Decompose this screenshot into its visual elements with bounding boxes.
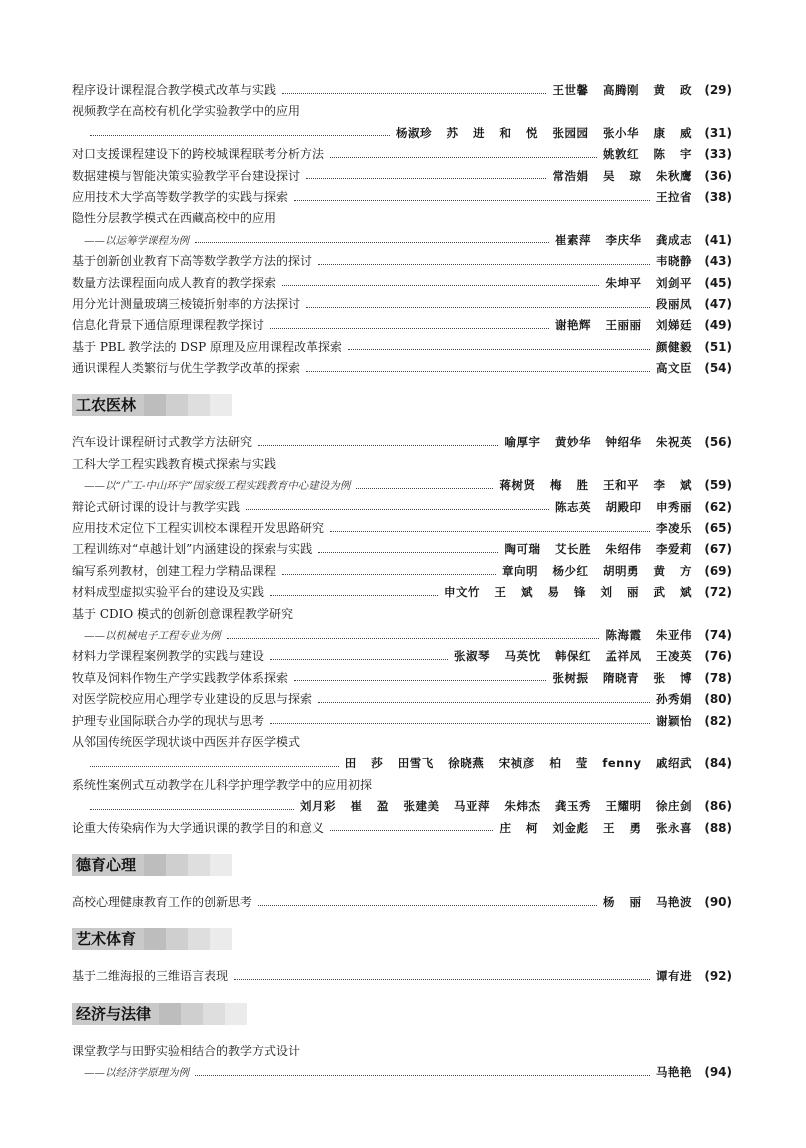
entry-page-number: (54) bbox=[704, 361, 732, 376]
entry-page-number: (59) bbox=[704, 478, 732, 493]
entry-page-number: (74) bbox=[704, 627, 732, 642]
entry-authors: 姚敦红 陈 宇 bbox=[602, 147, 692, 162]
entry-authors: 章向明 杨少红 胡明勇 黄 方 bbox=[501, 563, 692, 578]
toc-entry[interactable] bbox=[72, 497, 732, 518]
entry-title: 工程训练对“卓越计划”内涵建设的探索与实践 bbox=[72, 542, 313, 557]
dot-leader bbox=[306, 306, 650, 308]
entry-line bbox=[72, 432, 732, 453]
entry-page-number: (80) bbox=[704, 692, 732, 707]
entry-title: 基于 CDIO 模式的创新创意课程教学研究 bbox=[72, 606, 294, 621]
entry-line bbox=[72, 625, 732, 646]
dot-leader bbox=[90, 765, 339, 767]
toc-entry[interactable] bbox=[72, 101, 732, 144]
bar-segment bbox=[144, 854, 166, 876]
entry-page-number: (92) bbox=[704, 969, 732, 984]
dot-leader bbox=[195, 241, 549, 243]
dot-leader bbox=[348, 348, 650, 350]
bar-segment bbox=[166, 928, 188, 950]
entry-authors: 田 莎 田雪飞 徐晓燕 宋祯彦 柏 莹 fenny 戚绍武 bbox=[344, 756, 692, 771]
dot-leader bbox=[227, 637, 600, 639]
entry-title: 程序设计课程混合教学模式改革与实践 bbox=[72, 83, 277, 97]
entry-page-number: (33) bbox=[704, 147, 732, 162]
entry-line bbox=[72, 646, 732, 667]
dot-leader bbox=[282, 92, 546, 94]
entry-page-number: (36) bbox=[704, 168, 732, 183]
section-heading bbox=[72, 854, 732, 876]
bar-segment bbox=[166, 394, 188, 416]
entry-line bbox=[72, 475, 732, 496]
entry-line bbox=[72, 101, 732, 122]
toc-entry[interactable] bbox=[72, 315, 732, 336]
toc-entry[interactable] bbox=[72, 432, 732, 453]
entry-page-number: (69) bbox=[704, 563, 732, 578]
entry-title: 应用技术定位下工程实训校本课程开发思路研究 bbox=[72, 521, 325, 536]
entry-title: 用分光计测量玻璃三棱镜折射率的方法探讨 bbox=[72, 296, 301, 311]
bar-segment bbox=[210, 928, 232, 950]
entry-title: 对口支援课程建设下的跨校城课程联考分析方法 bbox=[72, 147, 325, 162]
toc-entry[interactable] bbox=[72, 187, 732, 208]
entry-authors: 陈海霞 朱亚伟 bbox=[605, 627, 692, 642]
entry-page-number: (65) bbox=[704, 521, 732, 536]
bar-segment bbox=[188, 854, 210, 876]
toc-entry[interactable] bbox=[72, 80, 732, 101]
bar-segment bbox=[181, 1003, 203, 1025]
entry-authors: 崔素萍 李庆华 龚成志 bbox=[554, 232, 692, 247]
dot-leader bbox=[306, 370, 650, 372]
entry-page-number: (94) bbox=[704, 1065, 732, 1080]
entry-authors: 王拉省 bbox=[656, 189, 692, 204]
section-heading bbox=[72, 394, 732, 416]
entry-page-number: (76) bbox=[704, 649, 732, 664]
entry-line bbox=[72, 582, 732, 603]
entry-authors: 高文臣 bbox=[656, 361, 692, 376]
toc-entry[interactable] bbox=[72, 454, 732, 497]
entry-line bbox=[72, 315, 732, 336]
toc-entry[interactable] bbox=[72, 818, 732, 839]
dot-leader bbox=[306, 177, 546, 179]
toc-entry[interactable] bbox=[72, 604, 732, 647]
entry-page-number: (72) bbox=[704, 585, 732, 600]
dot-leader bbox=[294, 199, 650, 201]
toc-entry[interactable] bbox=[72, 273, 732, 294]
toc-entry[interactable] bbox=[72, 144, 732, 165]
entry-title: 系统性案例式互动教学在儿科学护理学教学中的应用初探 bbox=[72, 777, 373, 792]
entry-authors: 颜健毅 bbox=[656, 339, 692, 354]
dot-leader bbox=[258, 444, 498, 446]
toc-entry[interactable] bbox=[72, 668, 732, 689]
entry-page-number: (82) bbox=[704, 713, 732, 728]
dot-leader bbox=[330, 530, 650, 532]
bar-segment bbox=[159, 1003, 181, 1025]
entry-title: 高校心理健康教育工作的创新思考 bbox=[72, 894, 253, 909]
dot-leader bbox=[294, 679, 546, 681]
entry-title: 论重大传染病作为大学通识课的教学目的和意义 bbox=[72, 820, 325, 835]
dot-leader bbox=[258, 904, 597, 906]
entry-line bbox=[72, 1062, 732, 1083]
entry-page-number: (86) bbox=[704, 799, 732, 814]
entry-line bbox=[72, 711, 732, 732]
toc-entry[interactable] bbox=[72, 582, 732, 603]
entry-page-number: (38) bbox=[704, 189, 732, 204]
toc-entry[interactable] bbox=[72, 732, 732, 775]
entry-line bbox=[72, 892, 732, 913]
entry-authors: 刘月彩 崔 盈 张建美 马亚萍 朱炜杰 龚玉秀 王耀明 徐庄剑 bbox=[299, 799, 692, 814]
entry-authors: 陈志英 胡殿印 申秀丽 bbox=[554, 499, 692, 514]
bar-segment bbox=[203, 1003, 225, 1025]
dot-leader bbox=[246, 508, 549, 510]
entry-line bbox=[72, 230, 732, 251]
entry-title: 汽车设计课程研讨式教学方法研究 bbox=[72, 435, 253, 450]
entry-page-number: (29) bbox=[704, 83, 732, 97]
bar-segment bbox=[144, 394, 166, 416]
entry-authors: 喻厚宇 黄妙华 钟绍华 朱祝英 bbox=[504, 435, 692, 450]
entry-line bbox=[72, 518, 732, 539]
entry-page-number: (78) bbox=[704, 670, 732, 685]
bar-segment bbox=[210, 394, 232, 416]
dot-leader bbox=[356, 487, 493, 489]
entry-authors: 庄 柯 刘金彪 王 勇 张永喜 bbox=[499, 820, 692, 835]
dot-leader bbox=[282, 573, 496, 575]
dot-leader bbox=[90, 134, 390, 136]
dot-leader bbox=[282, 284, 599, 286]
entry-authors: 张淑琴 马英忱 韩保红 孟祥凤 王凌英 bbox=[453, 649, 692, 664]
entry-title: 对医学院校应用心理学专业建设的反思与探索 bbox=[72, 692, 313, 707]
entry-page-number: (62) bbox=[704, 499, 732, 514]
entry-authors: 王世馨 高腾刚 黄 政 bbox=[552, 83, 692, 97]
entry-authors: 陶可瑞 艾长胜 朱绍伟 李爱莉 bbox=[504, 542, 692, 557]
entry-page-number: (51) bbox=[704, 339, 732, 354]
dot-leader bbox=[270, 327, 549, 329]
toc-entry[interactable] bbox=[72, 251, 732, 272]
toc-entry[interactable] bbox=[72, 689, 732, 710]
entry-line bbox=[72, 208, 732, 229]
entry-authors: 谭有进 bbox=[656, 969, 692, 984]
toc-entry[interactable] bbox=[72, 294, 732, 315]
entry-line bbox=[72, 497, 732, 518]
entry-title: 基于 PBL 教学法的 DSP 原理及应用课程改革探索 bbox=[72, 339, 343, 354]
entry-title: 基于创新创业教育下高等数学教学方法的探讨 bbox=[72, 254, 313, 269]
entry-authors: 段丽凤 bbox=[656, 296, 692, 311]
toc-entry[interactable] bbox=[72, 711, 732, 732]
dot-leader bbox=[330, 156, 597, 158]
entry-title: 护理专业国际联合办学的现状与思考 bbox=[72, 713, 265, 728]
entry-title: 牧草及饲料作物生产学实践教学体系探索 bbox=[72, 670, 289, 685]
entry-subtitle: ——以运筹学课程为例 bbox=[84, 234, 189, 247]
entry-authors: 马艳艳 bbox=[656, 1065, 692, 1080]
entry-line bbox=[72, 187, 732, 208]
entry-authors: 蒋树贤 梅 胜 王和平 李 斌 bbox=[499, 478, 692, 493]
entry-line bbox=[72, 80, 732, 101]
entry-line bbox=[72, 337, 732, 358]
entry-line bbox=[72, 251, 732, 272]
entry-authors: 韦晓静 bbox=[656, 254, 692, 269]
entry-line bbox=[72, 166, 732, 187]
entry-line bbox=[72, 966, 732, 987]
entry-title: 通识课程人类繁衍与优生学教学改革的探索 bbox=[72, 361, 301, 376]
dot-leader bbox=[270, 594, 438, 596]
dot-leader bbox=[90, 808, 294, 810]
dot-leader bbox=[195, 1074, 650, 1076]
entry-page-number: (43) bbox=[704, 254, 732, 269]
entry-title: 视频教学在高校有机化学实验教学中的应用 bbox=[72, 104, 301, 119]
dot-leader bbox=[318, 701, 650, 703]
dot-leader bbox=[330, 829, 493, 831]
entry-title: 隐性分层教学模式在西藏高校中的应用 bbox=[72, 211, 277, 226]
entry-title: 数据建模与智能决策实验教学平台建设探讨 bbox=[72, 168, 301, 183]
entry-line bbox=[72, 753, 732, 774]
toc-entry[interactable] bbox=[72, 166, 732, 187]
entry-authors: 杨淑珍 苏 进 和 悦 张园园 张小华 康 威 bbox=[395, 125, 692, 140]
section-gradient-bar bbox=[159, 1003, 247, 1025]
section-gradient-bar bbox=[144, 394, 232, 416]
entry-authors: 杨 丽 马艳波 bbox=[602, 894, 692, 909]
toc-entry[interactable] bbox=[72, 966, 732, 987]
entry-title: 基于二维海报的三维语言表现 bbox=[72, 969, 229, 984]
section-gradient-bar bbox=[144, 928, 232, 950]
toc-entry[interactable] bbox=[72, 775, 732, 818]
entry-line bbox=[72, 668, 732, 689]
section-heading bbox=[72, 1003, 732, 1025]
bar-segment bbox=[210, 854, 232, 876]
entry-page-number: (41) bbox=[704, 232, 732, 247]
entry-title: 应用技术大学高等数学教学的实践与探索 bbox=[72, 189, 289, 204]
entry-subtitle: ——以机械电子工程专业为例 bbox=[84, 629, 221, 642]
dot-leader bbox=[318, 551, 498, 553]
entry-authors: 孙秀娟 bbox=[656, 692, 692, 707]
entry-page-number: (45) bbox=[704, 275, 732, 290]
section-title: 德育心理 bbox=[72, 854, 144, 876]
toc-entry[interactable] bbox=[72, 1041, 732, 1084]
entry-title: 辩论式研讨课的设计与教学实践 bbox=[72, 499, 241, 514]
bar-segment bbox=[144, 928, 166, 950]
toc-entry[interactable] bbox=[72, 337, 732, 358]
entry-authors: 朱坤平 刘剑平 bbox=[605, 275, 692, 290]
entry-line bbox=[72, 358, 732, 379]
entry-line bbox=[72, 144, 732, 165]
section-heading bbox=[72, 928, 732, 950]
entry-line bbox=[72, 732, 732, 753]
entry-subtitle: ——以“广工-中山环宇”国家级工程实践教育中心建设为例 bbox=[84, 480, 351, 493]
toc-entry[interactable] bbox=[72, 892, 732, 913]
entry-page-number: (56) bbox=[704, 435, 732, 450]
dot-leader bbox=[318, 263, 650, 265]
entry-page-number: (88) bbox=[704, 820, 732, 835]
entry-title: 工科大学工程实践教育模式探索与实践 bbox=[72, 456, 277, 471]
entry-subtitle: ——以经济学原理为例 bbox=[84, 1067, 189, 1080]
entry-page-number: (84) bbox=[704, 756, 732, 771]
entry-title: 数量方法课程面向成人教育的教学探索 bbox=[72, 275, 277, 290]
entry-line bbox=[72, 539, 732, 560]
entry-authors: 张树振 隋晓青 张 博 bbox=[552, 670, 692, 685]
bar-segment bbox=[166, 854, 188, 876]
entry-title: 信息化背景下通信原理课程教学探讨 bbox=[72, 318, 265, 333]
entry-line bbox=[72, 689, 732, 710]
toc-entry[interactable] bbox=[72, 518, 732, 539]
section-title: 经济与法律 bbox=[72, 1003, 159, 1025]
entry-line bbox=[72, 818, 732, 839]
section-title: 艺术体育 bbox=[72, 928, 144, 950]
toc-entry[interactable] bbox=[72, 358, 732, 379]
entry-line bbox=[72, 796, 732, 817]
bar-segment bbox=[225, 1003, 247, 1025]
entry-title: 从邻国传统医学现状谈中西医并存医学模式 bbox=[72, 734, 301, 749]
entry-authors: 李凌乐 bbox=[656, 521, 692, 536]
toc-entry[interactable] bbox=[72, 539, 732, 560]
toc-entry[interactable] bbox=[72, 561, 732, 582]
toc-entry[interactable] bbox=[72, 208, 732, 251]
entry-line bbox=[72, 561, 732, 582]
entry-line bbox=[72, 273, 732, 294]
toc-entry[interactable] bbox=[72, 646, 732, 667]
entry-authors: 申文竹 王 斌 易 锋 刘 丽 武 斌 bbox=[443, 585, 692, 600]
entry-authors: 常浩娟 吴 琼 朱秋鹰 bbox=[552, 168, 692, 183]
dot-leader bbox=[270, 658, 448, 660]
entry-line bbox=[72, 454, 732, 475]
entry-page-number: (90) bbox=[704, 894, 732, 909]
entry-line bbox=[72, 775, 732, 796]
entry-page-number: (31) bbox=[704, 125, 732, 140]
entry-title: 材料成型虚拟实验平台的建设及实践 bbox=[72, 585, 265, 600]
bar-segment bbox=[188, 928, 210, 950]
dot-leader bbox=[270, 722, 650, 724]
entry-page-number: (67) bbox=[704, 542, 732, 557]
bar-segment bbox=[188, 394, 210, 416]
entry-line bbox=[72, 123, 732, 144]
entry-authors: 谢艳辉 王丽丽 刘娣廷 bbox=[554, 318, 692, 333]
entry-title: 材料力学课程案例教学的实践与建设 bbox=[72, 649, 265, 664]
entry-line bbox=[72, 1041, 732, 1062]
entry-page-number: (47) bbox=[704, 296, 732, 311]
entry-title: 编写系列教材，创建工程力学精品课程 bbox=[72, 563, 277, 578]
entry-line bbox=[72, 604, 732, 625]
entry-line bbox=[72, 294, 732, 315]
section-gradient-bar bbox=[144, 854, 232, 876]
entry-authors: 谢颖怡 bbox=[656, 713, 692, 728]
dot-leader bbox=[234, 978, 650, 980]
section-title: 工农医林 bbox=[72, 394, 144, 416]
entry-title: 课堂教学与田野实验相结合的教学方式设计 bbox=[72, 1043, 301, 1058]
entry-page-number: (49) bbox=[704, 318, 732, 333]
